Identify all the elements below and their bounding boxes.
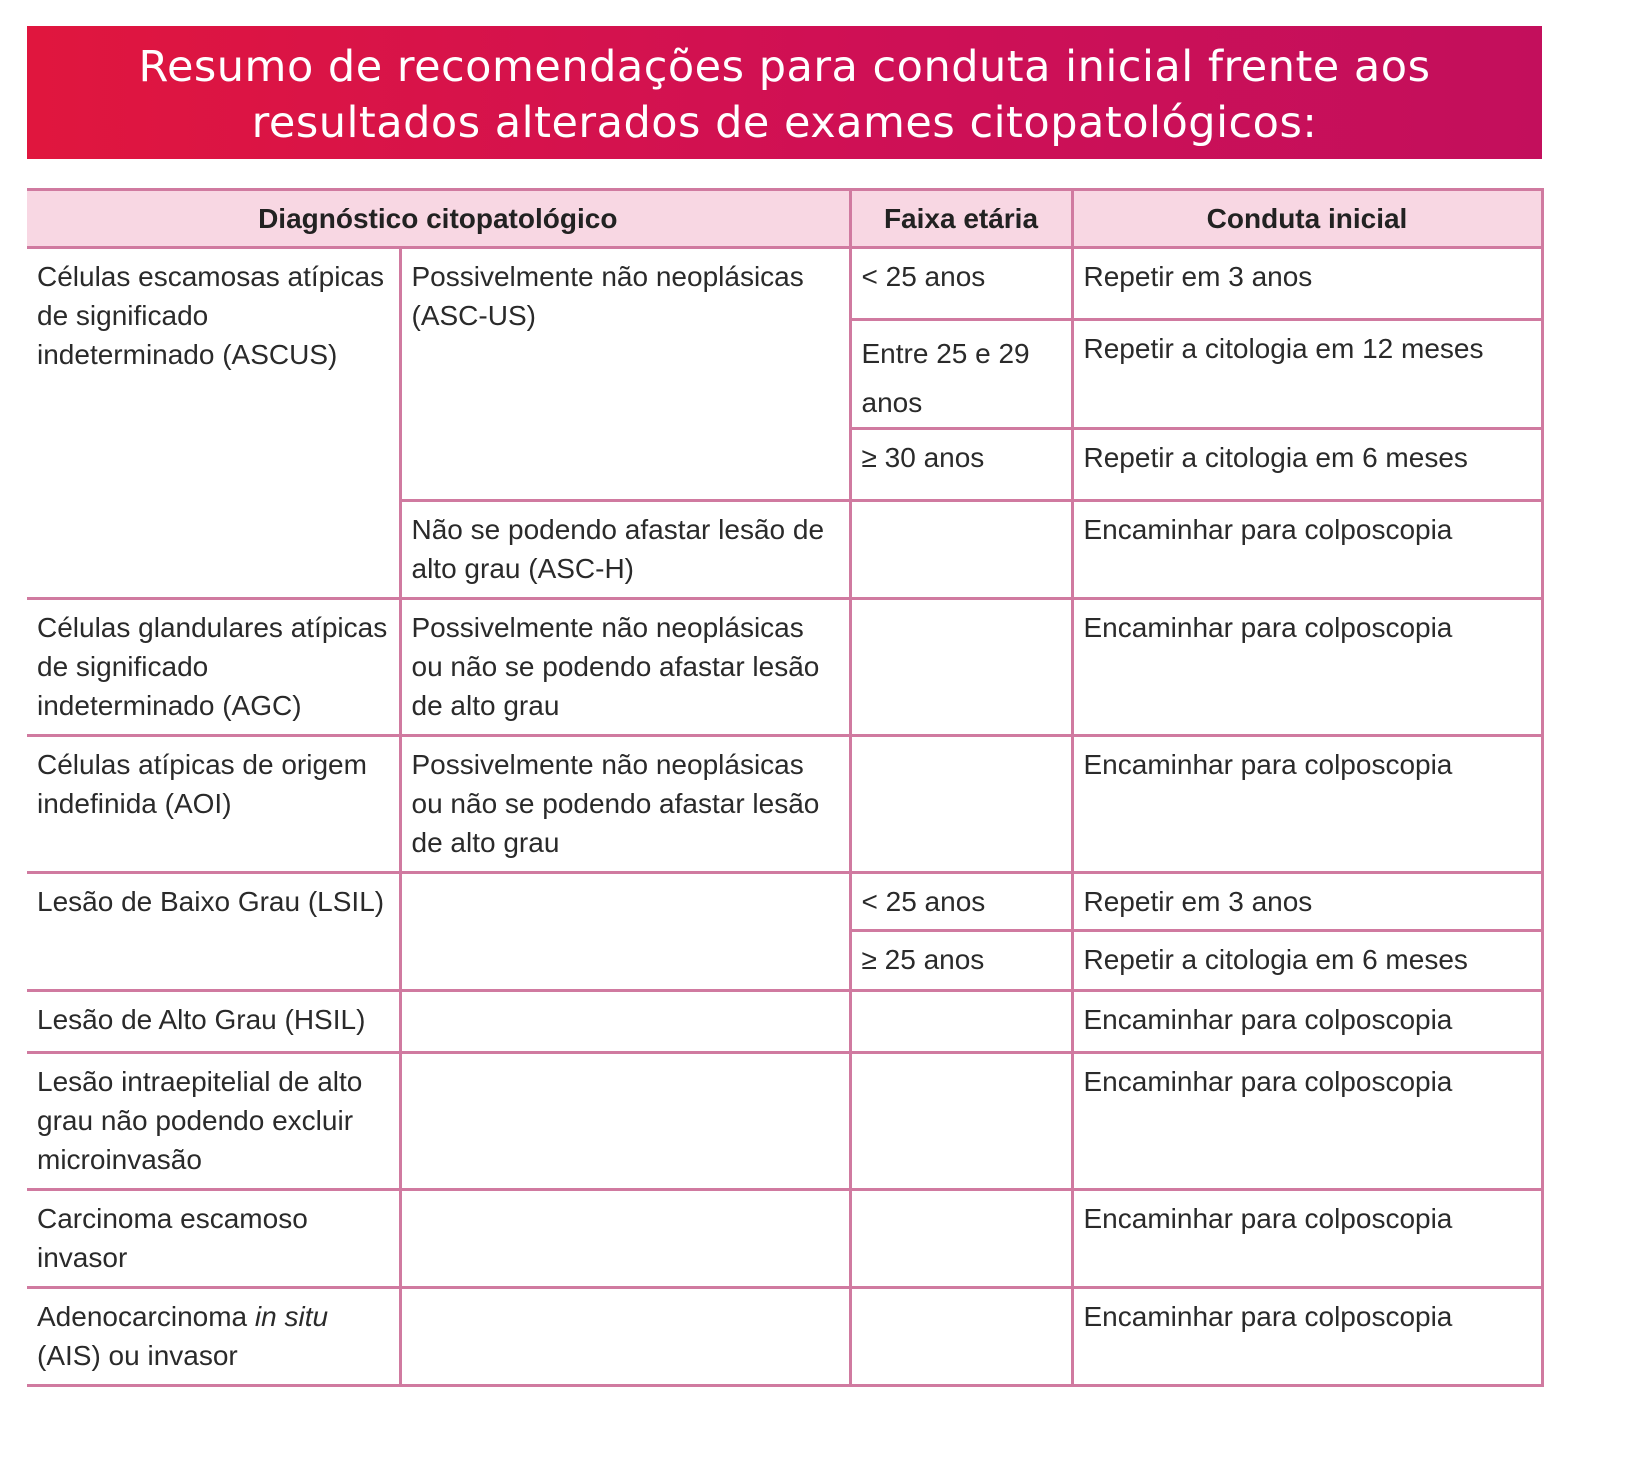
table-row bbox=[27, 736, 1542, 873]
diagnosis-cell bbox=[27, 1288, 400, 1386]
conduct-cell: Repetir a citologia em 6 meses bbox=[1072, 931, 1542, 991]
recommendations-table bbox=[27, 188, 1544, 1387]
diagnosis-cell: Lesão de Alto Grau (HSIL) bbox=[27, 991, 400, 1053]
diagnosis-cell: Carcinoma escamoso invasor bbox=[27, 1190, 400, 1288]
table-row bbox=[27, 1053, 1542, 1190]
header-faixa-etaria: Faixa etária bbox=[850, 190, 1072, 248]
subtype-cell-empty bbox=[400, 1190, 850, 1288]
age-cell: < 25 anos bbox=[850, 873, 1072, 931]
age-cell-empty bbox=[850, 736, 1072, 873]
age-cell: ≥ 30 anos bbox=[850, 429, 1072, 501]
conduct-cell: Repetir em 3 anos bbox=[1072, 248, 1542, 320]
diagnosis-text-pre: Adenocarcinoma bbox=[37, 1301, 255, 1332]
title-line-1: Resumo de recomendações para conduta inicial frente aos bbox=[138, 42, 1431, 92]
age-cell: < 25 anos bbox=[850, 248, 1072, 320]
title-banner bbox=[27, 26, 1542, 159]
table-row bbox=[27, 873, 1542, 931]
conduct-cell: Repetir a citologia em 12 meses bbox=[1072, 320, 1542, 429]
conduct-cell: Encaminhar para colposcopia bbox=[1072, 736, 1542, 873]
subtype-cell-empty bbox=[400, 1288, 850, 1386]
diagnosis-text-italic: in situ bbox=[254, 1301, 329, 1332]
conduct-cell: Encaminhar para colposcopia bbox=[1072, 599, 1542, 736]
conduct-cell: Encaminhar para colposcopia bbox=[1072, 501, 1542, 599]
age-cell-empty bbox=[850, 1053, 1072, 1190]
header-diagnostico: Diagnóstico citopatológico bbox=[27, 190, 850, 248]
diagnosis-cell: Lesão intraepitelial de alto grau não podendo excluir microinvasão bbox=[27, 1053, 400, 1190]
header-row bbox=[27, 190, 1542, 248]
table-row bbox=[27, 991, 1542, 1053]
conduct-cell: Encaminhar para colposcopia bbox=[1072, 1053, 1542, 1190]
header-conduta-inicial: Conduta inicial bbox=[1072, 190, 1542, 248]
subtype-cell-empty bbox=[400, 1053, 850, 1190]
subtype-cell-empty bbox=[400, 991, 850, 1053]
age-cell-empty bbox=[850, 599, 1072, 736]
diagnosis-cell: Células atípicas de origem indefinida (AOI) bbox=[27, 736, 400, 873]
subtype-cell: Possivelmente não neoplásicas (ASC-US) bbox=[400, 248, 850, 501]
subtype-cell-empty bbox=[400, 873, 850, 991]
title-line-2: resultados alterados de exames citopatológicos: bbox=[251, 98, 1318, 148]
subtype-cell: Possivelmente não neoplásicas ou não se podendo afastar lesão de alto grau bbox=[400, 736, 850, 873]
age-cell-empty bbox=[850, 1288, 1072, 1386]
table-row bbox=[27, 248, 1542, 320]
conduct-cell: Encaminhar para colposcopia bbox=[1072, 1288, 1542, 1386]
subtype-cell: Não se podendo afastar lesão de alto grau (ASC-H) bbox=[400, 501, 850, 599]
table-row bbox=[27, 1288, 1542, 1386]
diagnosis-text-post: (AIS) ou invasor bbox=[37, 1340, 238, 1371]
age-cell-empty bbox=[850, 501, 1072, 599]
diagnosis-cell: Lesão de Baixo Grau (LSIL) bbox=[27, 873, 400, 991]
conduct-cell: Encaminhar para colposcopia bbox=[1072, 1190, 1542, 1288]
diagnosis-cell: Células glandulares atípicas de significado indeterminado (AGC) bbox=[27, 599, 400, 736]
age-cell-empty bbox=[850, 991, 1072, 1053]
age-cell-empty bbox=[850, 1190, 1072, 1288]
table-row bbox=[27, 599, 1542, 736]
age-cell: ≥ 25 anos bbox=[850, 931, 1072, 991]
subtype-cell: Possivelmente não neoplásicas ou não se podendo afastar lesão de alto grau bbox=[400, 599, 850, 736]
age-cell: Entre 25 e 29 anos bbox=[850, 320, 1072, 429]
conduct-cell: Repetir a citologia em 6 meses bbox=[1072, 429, 1542, 501]
table-row bbox=[27, 1190, 1542, 1288]
diagnosis-cell: Células escamosas atípicas de significado indeterminado (ASCUS) bbox=[27, 248, 400, 599]
conduct-cell: Repetir em 3 anos bbox=[1072, 873, 1542, 931]
conduct-cell: Encaminhar para colposcopia bbox=[1072, 991, 1542, 1053]
